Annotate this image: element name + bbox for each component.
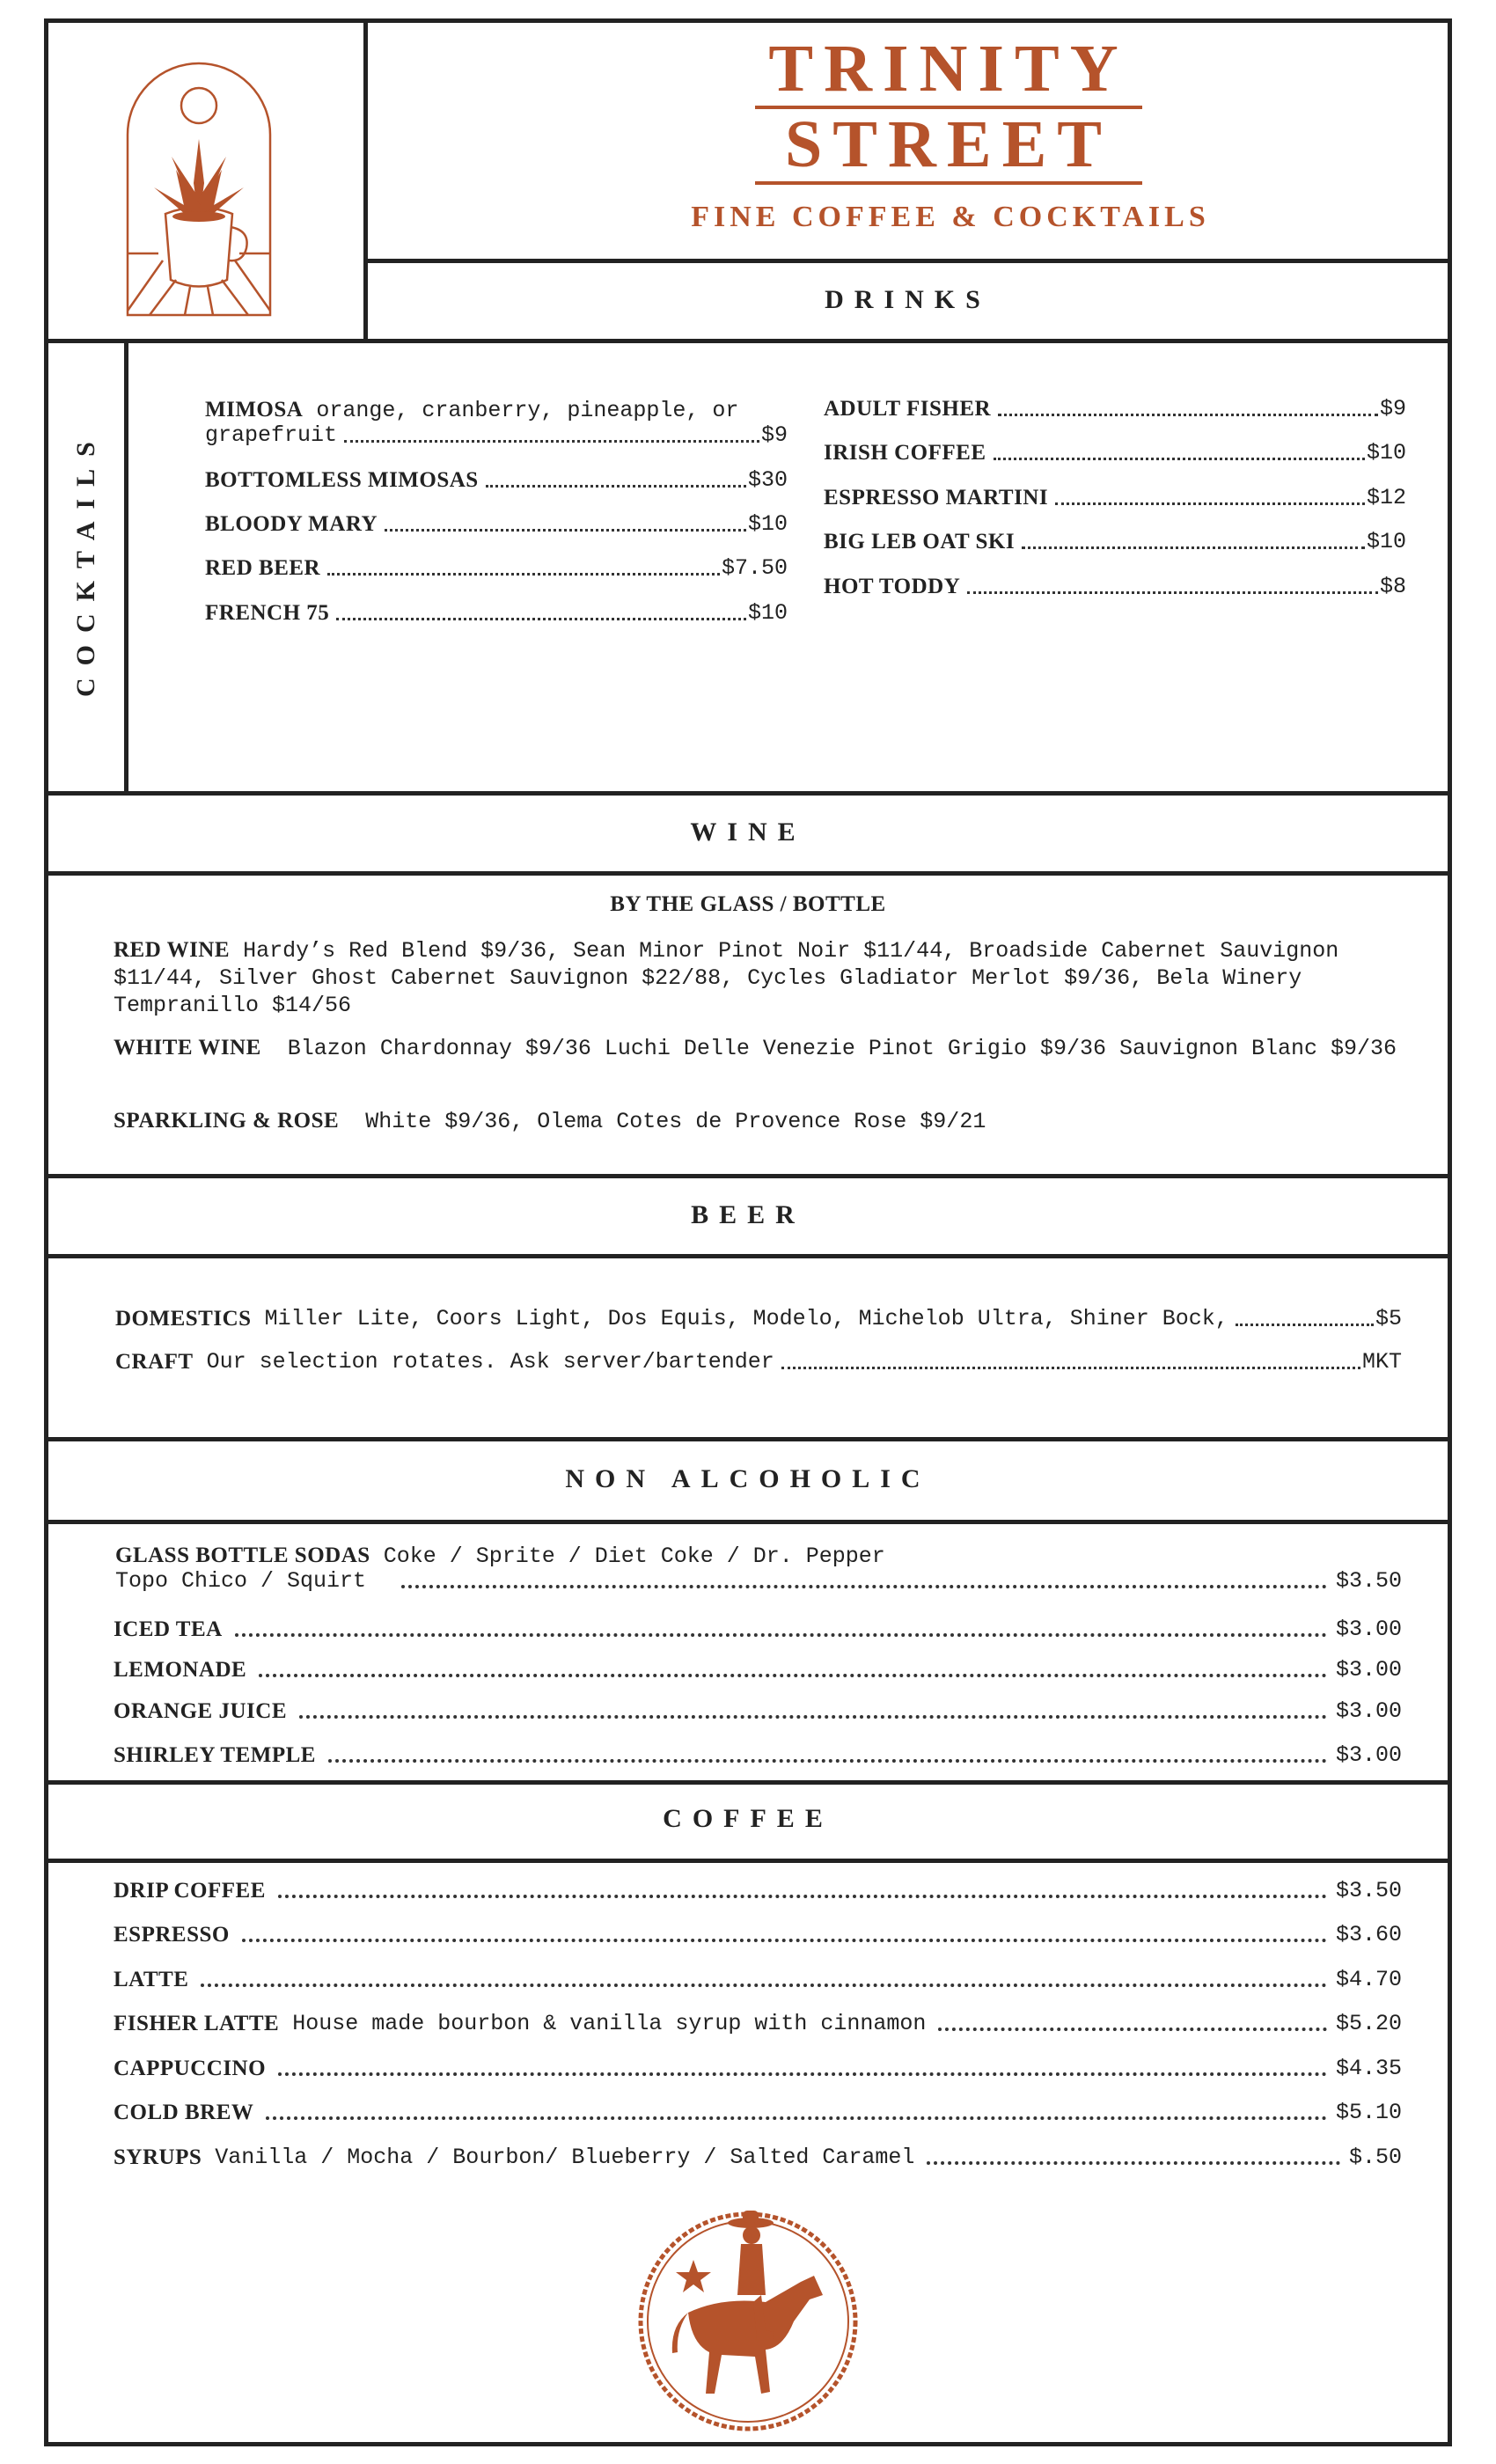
item-name: COLD BREW bbox=[114, 2101, 254, 2124]
wine-heading: WINE bbox=[690, 818, 806, 847]
item-name: RED BEER bbox=[205, 556, 321, 580]
item-price: $.50 bbox=[1348, 2145, 1402, 2170]
item-desc: orange, cranberry, pineapple, or bbox=[316, 398, 739, 423]
non-alcoholic-item bbox=[114, 1698, 1402, 1725]
cocktail-item bbox=[205, 467, 788, 494]
item-name: ORANGE JUICE bbox=[114, 1699, 287, 1723]
item-name: ESPRESSO bbox=[114, 1923, 230, 1947]
item-price: $8 bbox=[1379, 574, 1406, 599]
item-name: ADULT FISHER bbox=[824, 397, 992, 421]
dot-leader bbox=[1236, 1324, 1374, 1326]
dot-leader bbox=[235, 1633, 1327, 1637]
coffee-heading: COFFEE bbox=[663, 1804, 833, 1833]
tagline: FINE COFFEE & COCKTAILS bbox=[691, 201, 1210, 233]
cocktail-item bbox=[824, 529, 1406, 555]
item-price: $30 bbox=[747, 467, 788, 493]
dot-leader bbox=[994, 458, 1365, 460]
item-price: MKT bbox=[1361, 1349, 1402, 1375]
beer-section bbox=[44, 1254, 1452, 1441]
item-price: $10 bbox=[747, 511, 788, 537]
item-price: $9 bbox=[1379, 396, 1406, 422]
item-price: $9 bbox=[760, 422, 788, 448]
dot-leader bbox=[327, 573, 720, 576]
title-line-1: TRINITY bbox=[755, 35, 1142, 109]
wine-item-sparkling bbox=[114, 1107, 1416, 1135]
coffee-item bbox=[114, 1922, 1402, 1948]
dot-leader bbox=[401, 1585, 1327, 1588]
item-name: FISHER LATTE bbox=[114, 2012, 280, 2035]
dot-leader bbox=[385, 529, 746, 532]
dot-leader bbox=[938, 2028, 1327, 2031]
non-alcoholic-item bbox=[114, 1742, 1402, 1769]
coffee-item bbox=[114, 1967, 1402, 1993]
item-name: LATTE bbox=[114, 1968, 189, 1991]
non-alcoholic-item bbox=[114, 1617, 1402, 1643]
item-name: MIMOSA bbox=[205, 398, 304, 422]
item-desc-cont: grapefruit bbox=[205, 422, 338, 448]
drinks-heading: DRINKS bbox=[825, 285, 991, 314]
dot-leader bbox=[336, 618, 746, 620]
dot-leader bbox=[242, 1939, 1327, 1942]
item-desc: Miller Lite, Coors Light, Dos Equis, Modelo, Michelob Ultra, Shiner Bock, bbox=[264, 1306, 1228, 1331]
cowboy-horse-logo bbox=[634, 2198, 862, 2440]
item-price: $3.60 bbox=[1335, 1922, 1402, 1947]
title-line-2: STREET bbox=[755, 111, 1142, 185]
dot-leader bbox=[278, 1895, 1327, 1898]
item-name: RED WINE bbox=[114, 938, 231, 962]
cocktail-item-mimosa-price bbox=[205, 422, 788, 449]
item-price: $5.20 bbox=[1335, 2011, 1402, 2036]
coffee-item bbox=[114, 2145, 1402, 2171]
item-price: $3.50 bbox=[1335, 1878, 1402, 1903]
item-desc: Hardy’s Red Blend $9/36, Sean Minor Pinot Noir $11/44, Broadside Cabernet Sauvignon $11/44, Silver Ghost Cabernet Sauvignon $22/88, Cycles Gladiator Merlot $9/36, Bela Winery Tempranillo $14/56 bbox=[114, 938, 1339, 1018]
item-name: LEMONADE bbox=[114, 1658, 247, 1682]
item-name: CAPPUCCINO bbox=[114, 2057, 267, 2080]
item-desc: Coke / Sprite / Diet Coke / Dr. Pepper bbox=[383, 1544, 885, 1569]
dot-leader bbox=[998, 414, 1378, 416]
item-name: HOT TODDY bbox=[824, 575, 961, 598]
cocktail-item bbox=[205, 555, 788, 582]
item-price: $4.35 bbox=[1335, 2056, 1402, 2081]
dot-leader bbox=[1022, 546, 1365, 549]
item-name: SYRUPS bbox=[114, 2145, 202, 2169]
beer-heading: BEER bbox=[691, 1200, 805, 1229]
soda-item-price bbox=[115, 1568, 1402, 1595]
dot-leader bbox=[259, 1674, 1327, 1677]
cocktail-item bbox=[824, 440, 1406, 466]
item-name: ESPRESSO MARTINI bbox=[824, 486, 1049, 510]
cocktail-item bbox=[824, 396, 1406, 422]
item-price: $4.70 bbox=[1335, 1967, 1402, 1992]
dot-leader bbox=[201, 1984, 1327, 1987]
coffee-item bbox=[114, 1878, 1402, 1904]
item-name: IRISH COFFEE bbox=[824, 441, 986, 465]
coffee-item bbox=[114, 2056, 1402, 2082]
item-desc: Blazon Chardonnay $9/36 Luchi Delle Venezie Pinot Grigio $9/36 Sauvignon Blanc $9/36 bbox=[287, 1036, 1397, 1061]
dot-leader bbox=[299, 1715, 1327, 1719]
cocktail-item bbox=[824, 485, 1406, 511]
item-price: $3.00 bbox=[1335, 1657, 1402, 1683]
item-name: DRIP COFFEE bbox=[114, 1879, 266, 1903]
non-alcoholic-heading: NON ALCOHOLIC bbox=[565, 1464, 931, 1493]
item-name: SHIRLEY TEMPLE bbox=[114, 1743, 316, 1767]
item-name: BLOODY MARY bbox=[205, 512, 378, 536]
dot-leader bbox=[344, 440, 759, 443]
item-name: GLASS BOTTLE SODAS bbox=[115, 1544, 370, 1567]
wine-subtitle: BY THE GLASS / BOTTLE bbox=[610, 892, 886, 916]
dot-leader bbox=[486, 485, 746, 488]
item-price: $12 bbox=[1366, 485, 1406, 510]
item-price: $10 bbox=[1366, 440, 1406, 466]
item-price: $5 bbox=[1375, 1306, 1402, 1331]
beer-item bbox=[115, 1306, 1402, 1332]
dot-leader bbox=[967, 591, 1378, 594]
wine-item-white bbox=[114, 1034, 1416, 1062]
soda-item bbox=[115, 1542, 1400, 1570]
item-name: ICED TEA bbox=[114, 1617, 223, 1641]
cocktail-item bbox=[205, 600, 788, 627]
item-desc-cont: Topo Chico / Squirt bbox=[115, 1568, 367, 1594]
cocktails-label: COCKTAILS bbox=[71, 429, 100, 697]
wine-item-red bbox=[114, 936, 1416, 1019]
coffee-item bbox=[114, 2011, 1402, 2037]
cocktail-item bbox=[824, 574, 1406, 600]
item-price: $3.50 bbox=[1335, 1568, 1402, 1594]
cocktail-item bbox=[205, 511, 788, 538]
dot-leader bbox=[328, 1759, 1327, 1763]
item-desc: White $9/36, Olema Cotes de Provence Rose $9/21 bbox=[365, 1109, 986, 1134]
item-desc: Vanilla / Mocha / Bourbon/ Blueberry / Salted Caramel bbox=[215, 2145, 915, 2170]
dot-leader bbox=[266, 2116, 1327, 2120]
item-name: FRENCH 75 bbox=[205, 601, 330, 625]
item-name: SPARKLING & ROSE bbox=[114, 1109, 340, 1133]
item-name: WHITE WINE bbox=[114, 1036, 261, 1060]
non-alcoholic-item bbox=[114, 1657, 1402, 1683]
dot-leader bbox=[278, 2072, 1327, 2076]
beer-item bbox=[115, 1349, 1402, 1375]
dot-leader bbox=[781, 1367, 1360, 1369]
item-price: $7.50 bbox=[721, 555, 788, 581]
item-name: CRAFT bbox=[115, 1350, 194, 1374]
item-price: $10 bbox=[747, 600, 788, 626]
item-name: BOTTOMLESS MIMOSAS bbox=[205, 468, 479, 492]
item-name: DOMESTICS bbox=[115, 1307, 252, 1331]
item-price: $3.00 bbox=[1335, 1617, 1402, 1642]
dot-leader bbox=[927, 2161, 1340, 2165]
item-price: $10 bbox=[1366, 529, 1406, 554]
item-desc: Our selection rotates. Ask server/bartender bbox=[206, 1349, 774, 1375]
coffee-item bbox=[114, 2100, 1402, 2126]
item-price: $3.00 bbox=[1335, 1742, 1402, 1768]
item-price: $3.00 bbox=[1335, 1698, 1402, 1724]
agave-coffee-logo bbox=[123, 60, 275, 319]
item-price: $5.10 bbox=[1335, 2100, 1402, 2125]
dot-leader bbox=[1055, 502, 1365, 505]
item-desc: House made bourbon & vanilla syrup with cinnamon bbox=[292, 2011, 927, 2036]
item-name: BIG LEB OAT SKI bbox=[824, 530, 1016, 554]
cocktail-item-mimosa bbox=[205, 396, 786, 424]
